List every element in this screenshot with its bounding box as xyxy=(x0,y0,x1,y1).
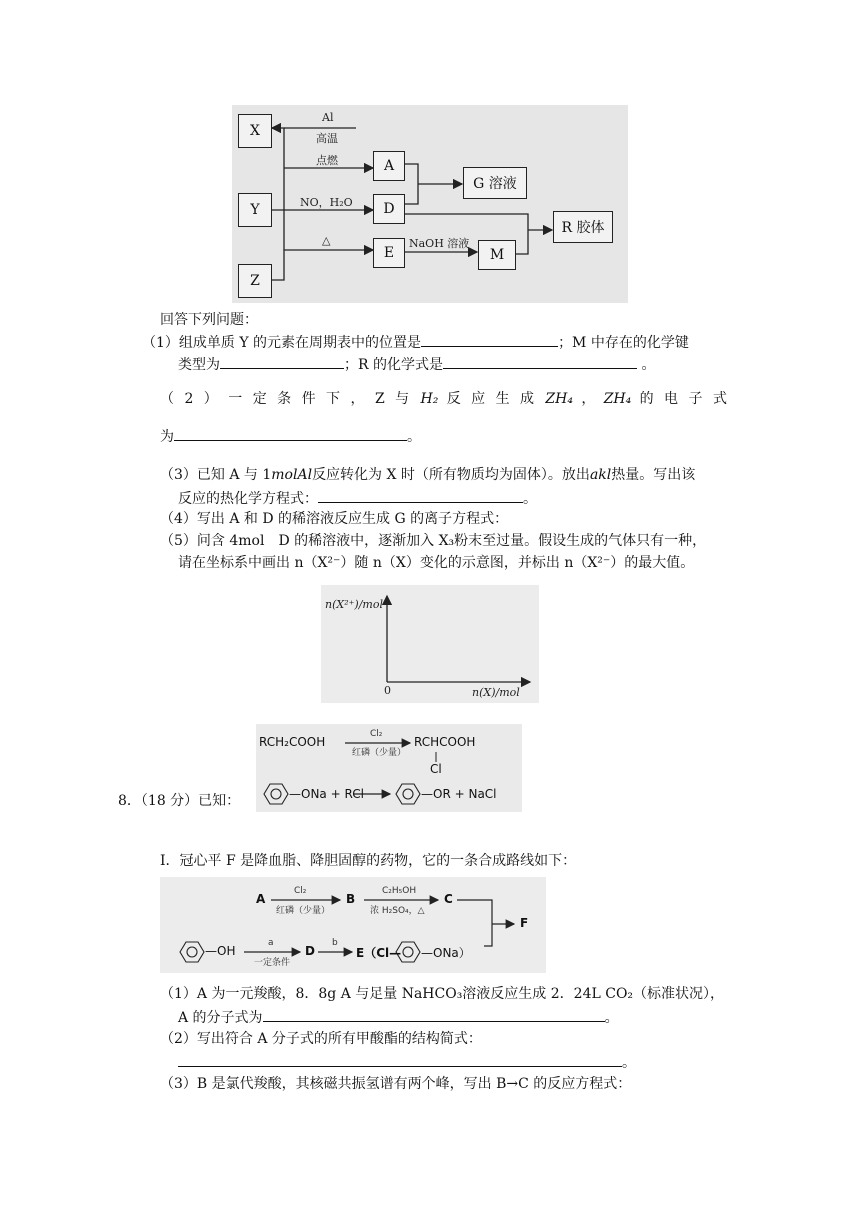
text: 。 xyxy=(641,357,656,373)
node-d: D xyxy=(373,194,405,224)
text: 的 电 子 式 xyxy=(639,391,730,407)
formula-zh4: ZH₄ xyxy=(545,391,573,407)
text: 热量。写出该 xyxy=(611,467,696,483)
known-r1-reagent: Cl₂ xyxy=(370,729,383,739)
known-r2-left: —ONa + RCl xyxy=(289,787,364,801)
node-e: E xyxy=(373,238,405,268)
text: 反应的热化学方程式： xyxy=(178,491,318,507)
text: ；M 中存在的化学键 xyxy=(558,335,689,351)
formula-zh4: ZH₄ xyxy=(603,391,632,407)
q7-part5-line1: （5）问含 4mol D 的稀溶液中，逐渐加入 X₃粉末至过量。假设生成的气体只有一种， xyxy=(160,533,707,549)
answer-blank xyxy=(178,1051,622,1067)
formula-h2: H₂ xyxy=(420,391,439,407)
text: （1）组成单质 Y 的元素在周期表中的位置是 xyxy=(142,335,422,351)
route-etoh: C₂H₅OH xyxy=(382,886,417,896)
text: 反应转化为 X 时（所有物质均为固体）。放出 xyxy=(312,467,590,483)
q8-part2-line1: （2）写出符合 A 分子式的所有甲酸酯的结构简式： xyxy=(160,1031,482,1047)
node-a: A xyxy=(373,151,405,181)
benzene-ring-3 xyxy=(180,942,204,962)
route-a: A xyxy=(256,892,266,906)
edge-label-no-h2o: NO，H₂O xyxy=(300,196,353,209)
text: 为 xyxy=(160,429,174,445)
text: （ 2 ） 一 定 条 件 下 ， Z 与 xyxy=(160,391,413,407)
node-y: Y xyxy=(238,193,272,227)
edge-label-al: Al xyxy=(322,111,334,124)
route-cond1: 红磷（少量） xyxy=(276,906,331,916)
node-g: G 溶液 xyxy=(463,167,527,199)
route-reagent-b: b xyxy=(332,938,338,948)
q7-intro: 回答下列问题： xyxy=(160,312,258,328)
q8-part1-line2 xyxy=(178,1006,619,1028)
route-e: E（Cl— xyxy=(356,946,402,960)
known-r1-cl: Cl xyxy=(430,762,442,776)
axes-y-label: n(X²⁺)/mol xyxy=(325,598,383,611)
formula-akj: akl xyxy=(589,467,612,483)
route-b: B xyxy=(346,892,356,906)
text: 。 xyxy=(622,1055,636,1071)
axes-origin: 0 xyxy=(384,684,391,697)
text: （3）已知 A 与 1 xyxy=(160,467,272,483)
text: 。 xyxy=(604,1010,619,1026)
formula-molal: molAl xyxy=(271,467,313,483)
text: 反 应 生 成 xyxy=(446,391,538,407)
node-m: M xyxy=(478,240,516,270)
route-d: D xyxy=(305,944,315,958)
q8-section1: Ⅰ．冠心平 F 是降血脂、降胆固醇的药物，它的一条合成路线如下： xyxy=(160,853,577,869)
known-r1-condition: 红磷（少量） xyxy=(352,748,407,758)
node-r: R 胶体 xyxy=(553,211,613,243)
text: ；R 的化学式是 xyxy=(344,357,443,373)
text: ， xyxy=(581,391,596,407)
route-f: F xyxy=(520,916,529,930)
node-z: Z xyxy=(238,264,272,298)
route-ona: —ONa） xyxy=(421,946,471,960)
text: 。 xyxy=(407,429,421,445)
route-cond2: 浓 H₂SO₄，△ xyxy=(370,906,425,916)
route-reagent-a: a xyxy=(268,938,274,948)
q7-part5-line2: 请在坐标系中画出 n（X²⁻）随 n（X）变化的示意图，并标出 n（X²⁻）的最大值。 xyxy=(178,555,695,571)
edge-label-naoh: NaOH 溶液 xyxy=(409,237,470,250)
text: A 的分子式为 xyxy=(178,1010,263,1026)
text: 。 xyxy=(523,491,537,507)
axes-x-label: n(X)/mol xyxy=(472,686,520,699)
q8-part2-line2 xyxy=(178,1051,636,1073)
known-r1-right: RCHCOOH xyxy=(414,735,476,749)
q7-part4: （4）写出 A 和 D 的稀溶液反应生成 G 的离子方程式： xyxy=(160,511,509,527)
edge-label-dianran: 点燃 xyxy=(316,154,338,167)
answer-blank xyxy=(263,1006,605,1022)
route-c: C xyxy=(444,892,453,906)
text: 类型为 xyxy=(178,357,220,373)
q8-part1-line1: （1）A 为一元羧酸，8．8g A 与足量 NaHCO₃溶液反应生成 2．24L CO₂（标准状况）， xyxy=(160,986,725,1002)
edge-label-delta: △ xyxy=(322,234,331,247)
q8-part3: （3）B 是氯代羧酸，其核磁共振氢谱有两个峰，写出 B→C 的反应方程式： xyxy=(160,1076,632,1092)
known-r1-left: RCH₂COOH xyxy=(259,735,326,749)
route-oh: —OH xyxy=(205,944,236,958)
node-x: X xyxy=(238,114,272,148)
known-r2-right: —OR + NaCl xyxy=(421,787,497,801)
route-cl2: Cl₂ xyxy=(294,886,307,896)
edge-label-gaowen: 高温 xyxy=(316,132,338,145)
route-cond3: 一定条件 xyxy=(254,958,291,968)
q8-header: 8．（18 分）已知： xyxy=(118,793,241,809)
